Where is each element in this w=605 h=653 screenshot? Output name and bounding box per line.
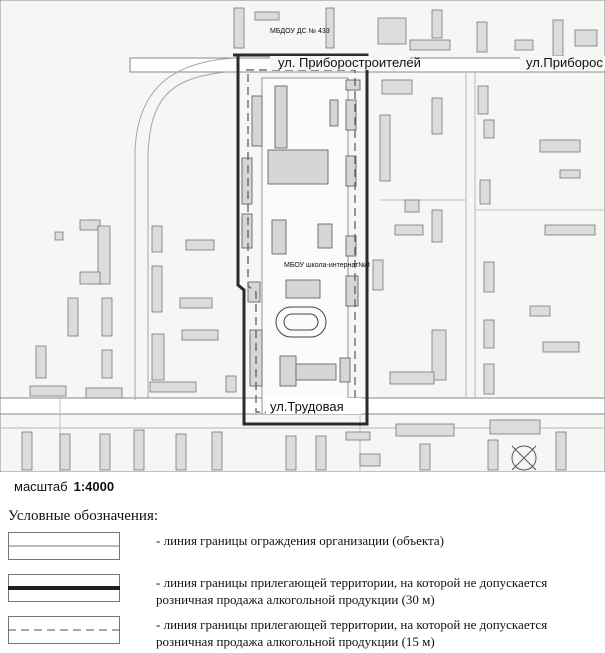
school-label: МБОУ школа-интернат№8	[284, 262, 370, 269]
scale-label: масштаб	[14, 479, 68, 494]
street-label-priborostroiteley-east: ул.Приборос	[526, 55, 603, 70]
legend-text-fence: - линия границы ограждения организации (объекта)	[156, 533, 444, 548]
legend-title: Условные обозначения:	[8, 508, 159, 524]
dashed-line-swatch	[8, 616, 120, 644]
scale-value: 1:4000	[73, 479, 115, 494]
double-line-swatch	[8, 532, 120, 560]
street-label-priborostroiteley: ул. Приборостроителей	[278, 55, 421, 70]
thick-line-swatch	[8, 574, 120, 602]
legend-text-15m: - линия границы прилегающей территории, на которой не допускается розничная продажа алкогольной продукции (15 м)	[156, 617, 548, 649]
legend-item-fence	[8, 530, 605, 564]
legend-item-30m	[8, 572, 605, 612]
map-scale	[14, 479, 114, 494]
legend-text-30m: - линия границы прилегающей территории, на которой не допускается розничная продажа алкогольной продукции (30 м)	[156, 575, 548, 607]
kindergarten-label: МБДОУ ДС № 433	[270, 28, 330, 35]
street-label-trudovaya: ул.Трудовая	[270, 399, 344, 414]
legend-item-15m	[8, 614, 605, 652]
